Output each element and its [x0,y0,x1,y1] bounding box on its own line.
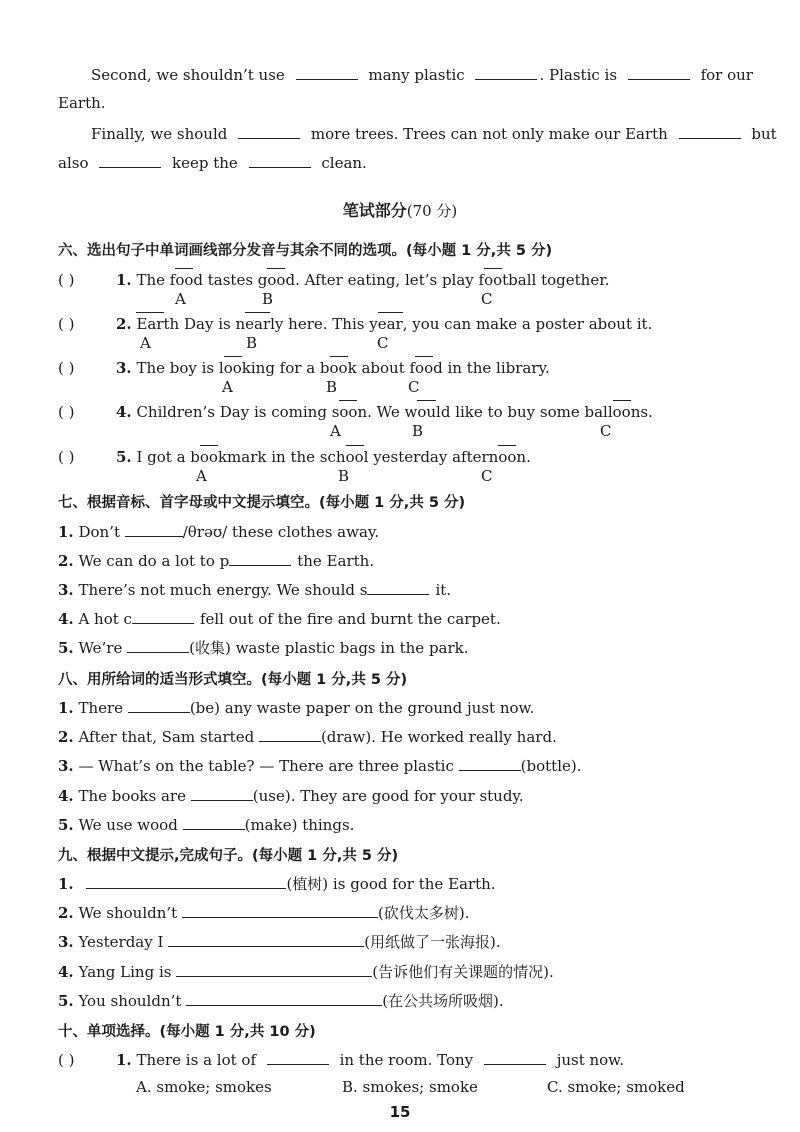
s9-item-5: 5. You shouldn’t (在公共场所吸烟). [58,992,504,1010]
written-part-title: 笔试部分(70 分) [342,201,458,220]
answer-blank[interactable] [183,814,245,830]
answer-blank[interactable] [296,64,358,80]
section-7-heading: 七、根据音标、首字母或中文提示填空。(每小题 1 分,共 5 分) [58,495,466,511]
option-label-a: A [175,290,186,308]
answer-blank[interactable] [238,123,300,139]
answer-blank[interactable] [249,152,311,168]
underlined-part: oo [415,359,434,377]
s7-item-4: 4. A hot c fell out of the fire and burnt the carpet. [58,610,501,628]
option-label-a: A [196,467,207,485]
answer-blank[interactable] [267,1049,329,1065]
answer-blank[interactable] [176,961,372,977]
answer-blank[interactable] [459,755,521,771]
s7-item-3: 3. There’s not much energy. We should s it. [58,581,452,599]
answer-blank[interactable] [127,637,189,653]
option-label-b: B [246,334,258,352]
s8-item-5: 5. We use wood (make) things. [58,816,355,834]
underlined-part: oo [498,448,517,466]
section-8-heading: 八、用所给词的适当形式填空。(每小题 1 分,共 5 分) [58,672,408,688]
s8-item-1: 1. There (be) any waste paper on the ground just now. [58,699,535,717]
answer-blank[interactable] [186,990,382,1006]
s7-item-2: 2. We can do a lot to p the Earth. [58,552,375,570]
answer-blank[interactable] [679,123,741,139]
answer-blank[interactable] [125,521,183,537]
answer-blank[interactable] [628,64,690,80]
option-b[interactable]: B. smokes; smoke [342,1078,478,1096]
answer-paren[interactable]: ( ) [58,359,75,377]
option-label-c: C [377,334,389,352]
s6-question-1: ( ) 1. The food tastes good. After eating, let’s play football together. [58,271,610,289]
answer-blank[interactable] [132,608,194,624]
option-c[interactable]: C. smoke; smoked [547,1078,685,1096]
option-label-a: A [330,422,341,440]
underlined-part: Ear [136,315,164,333]
answer-paren[interactable]: ( ) [58,271,75,289]
underlined-part: oo [329,359,348,377]
s9-item-1: 1. (植树) is good for the Earth. [58,875,496,893]
underlined-part: oo [223,359,242,377]
answer-blank[interactable] [168,931,364,947]
answer-blank[interactable] [484,1049,546,1065]
answer-blank[interactable] [191,785,253,801]
answer-blank[interactable] [229,550,291,566]
answer-blank[interactable] [367,579,429,595]
answer-blank[interactable] [182,902,378,918]
underlined-part: oo [345,448,364,466]
option-label-c: C [481,467,493,485]
answer-blank[interactable] [475,64,537,80]
s8-item-2: 2. After that, Sam started (draw). He worked really hard. [58,728,557,746]
underlined-part: ear [245,315,271,333]
s9-item-3: 3. Yesterday I (用纸做了一张海报). [58,933,501,951]
s8-item-3: 3. — What’s on the table? — There are three plastic (bottle). [58,757,582,775]
option-a[interactable]: A. smoke; smokes [136,1078,272,1096]
answer-blank[interactable] [86,873,286,889]
section-9-heading: 九、根据中文提示,完成句子。(每小题 1 分,共 5 分) [58,848,399,864]
s9-item-4: 4. Yang Ling is (告诉他们有关课题的情况). [58,963,554,981]
answer-paren[interactable]: ( ) [58,315,75,333]
option-label-c: C [481,290,493,308]
option-label-b: B [326,378,338,396]
option-label-b: B [262,290,274,308]
passage-line-3: Finally, we should more trees. Trees can not only make our Earth but [91,125,777,143]
underlined-part: ear [377,315,403,333]
answer-blank[interactable] [99,152,161,168]
answer-paren[interactable]: ( ) [58,1051,75,1069]
underlined-part: oo [339,403,358,421]
s9-item-2: 2. We shouldn’t (砍伐太多树). [58,904,470,922]
option-label-c: C [408,378,420,396]
answer-paren[interactable]: ( ) [58,448,75,466]
passage-line-4: also keep the clean. [58,154,367,172]
underlined-part: oo [175,271,194,289]
answer-blank[interactable] [128,697,190,713]
s7-item-5: 5. We’re (收集) waste plastic bags in the park. [58,639,469,657]
underlined-part: oo [612,403,631,421]
option-label-b: B [412,422,424,440]
underlined-part: oo [484,271,503,289]
section-6-heading: 六、选出句子中单词画线部分发音与其余不同的选项。(每小题 1 分,共 5 分) [58,243,553,259]
option-label-a: A [140,334,151,352]
underlined-part: oo [267,271,286,289]
answer-paren[interactable]: ( ) [58,403,75,421]
s8-item-4: 4. The books are (use). They are good for your study. [58,787,524,805]
s6-question-3: ( ) 3. The boy is looking for a book about food in the library. [58,359,550,377]
option-label-a: A [222,378,233,396]
s6-question-5: ( ) 5. I got a bookmark in the school yesterday afternoon. [58,448,531,466]
section-10-heading: 十、单项选择。(每小题 1 分,共 10 分) [58,1024,316,1040]
s10-question-1: ( ) 1. There is a lot of in the room. Tony just now. [58,1051,625,1069]
s7-item-1: 1. Don’t /θrəʊ/ these clothes away. [58,523,380,541]
passage-line-1: Second, we shouldn’t use many plastic . Plastic is for our [91,66,753,84]
underlined-part: oo [199,448,218,466]
s6-question-4: ( ) 4. Children’s Day is coming soon. We would like to buy some balloons. [58,403,653,421]
option-label-c: C [600,422,612,440]
answer-blank[interactable] [259,726,321,742]
underlined-part: ou [417,403,437,421]
passage-line-2: Earth. [58,94,106,112]
s6-question-2: ( ) 2. Earth Day is nearly here. This year, you can make a poster about it. [58,315,653,333]
option-label-b: B [338,467,350,485]
page-number: 15 [389,1103,411,1121]
